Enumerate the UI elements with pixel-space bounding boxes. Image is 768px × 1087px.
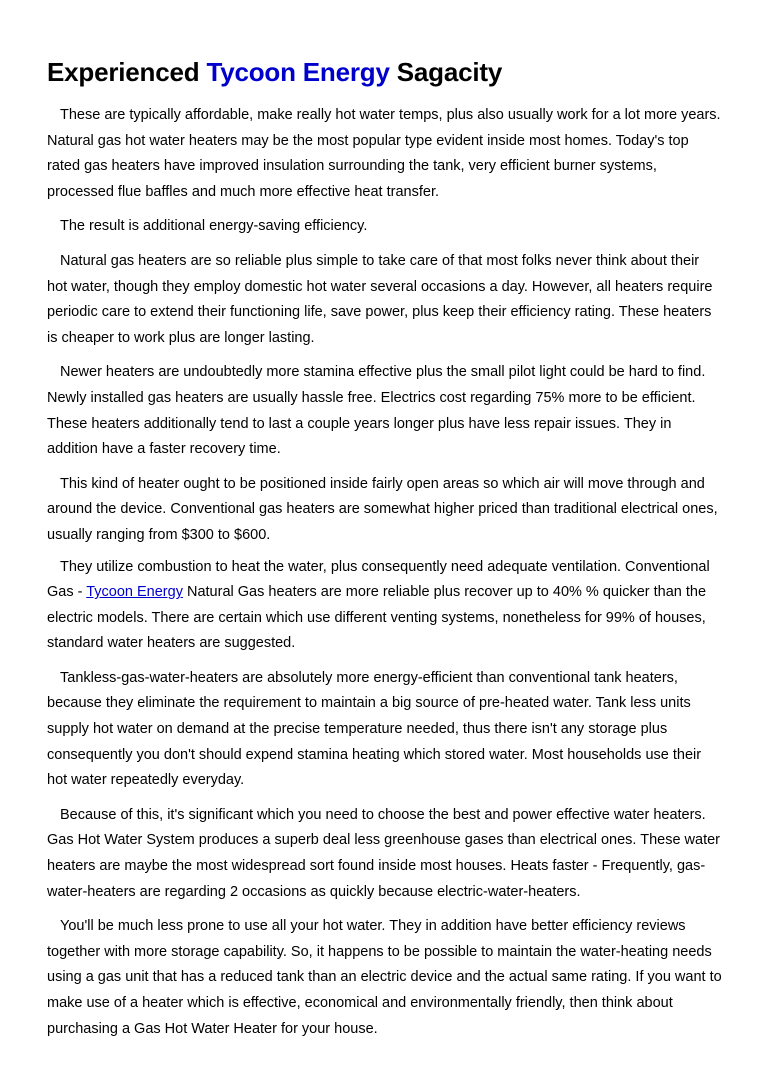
paragraph-4: Newer heaters are undoubtedly more stamina effective plus the small pilot light could be hard to find. Newly installed gas heaters are usually hassle free. Electrics cost regarding 75% more to be efficient. These heaters additionally tend to last a couple years longer plus have less repair issues. They in addition have a faster recovery time.: [47, 364, 706, 458]
paragraph-1: These are typically affordable, make really hot water temps, plus also usually work for a lot more years. Natural gas hot water heaters may be the most popular type evident inside most homes. Today's top rated gas heaters have improved insulation surrounding the tank, very efficient burner systems, processed flue baffles and much more effective heat transfer.: [47, 107, 721, 200]
document-page: [47, 55, 723, 1051]
link-paragraph-after: Natural Gas heaters are more reliable plus recover up to 40% % quicker than the electric models. There are certain which use different venting systems, nonetheless for 99% of houses, standard water heaters are suggested.: [47, 584, 707, 652]
paragraph-3: Natural gas heaters are so reliable plus simple to take care of that most folks never think about their hot water, though they employ domestic hot water several occasions a day. However, all heaters require periodic care to extend their functioning life, save power, plus keep their efficiency rating. These heaters is cheaper to work plus are longer lasting.: [47, 252, 713, 346]
paragraph-7: Tankless-gas-water-heaters are absolutely more energy-efficient than conventional tank heaters, because they eliminate the requirement to maintain a big source of pre-heated water. Tank less units supply hot water on demand at the precise temperature needed, thus there isn't any storage plus consequently you don't should expend stamina heating which stored water. Most households use their hot water repeatedly everyday.: [47, 669, 702, 789]
paragraph-9: You'll be much less prone to use all your hot water. They in addition have better efficiency reviews together with more storage capability. So, it happens to be possible to maintain the water-heating needs using a gas unit that has a reduced tank than an electric device and the actual same rating. If you want to make use of a heater which is effective, economical and environmentally friendly, then think about purchasing a Gas Hot Water Heater for your house.: [47, 918, 722, 1037]
title-part-2: Sagacity: [389, 57, 503, 87]
paragraph-with-link: [47, 555, 723, 657]
title-part-1: Experienced: [47, 57, 207, 87]
link-paragraph-before: They utilize combustion to heat the water, plus consequently need adequate ventilation. Conventional Gas -: [47, 558, 710, 601]
tycoon-energy-link[interactable]: Tycoon Energy: [86, 584, 183, 601]
page-title: [47, 55, 723, 89]
paragraph-2: The result is additional energy-saving efficiency.: [60, 218, 368, 235]
paragraph-8: Because of this, it's significant which you need to choose the best and power effective water heaters. Gas Hot Water System produces a superb deal less greenhouse gases than electrical ones. These water heaters are maybe the most widespread sort found inside most houses. Heats faster - Frequently, gas-water-heaters are regarding 2 occasions as quickly because electric-water-heaters.: [47, 806, 720, 900]
title-accent: Tycoon Energy: [206, 57, 390, 87]
paragraph-5: This kind of heater ought to be positioned inside fairly open areas so which air will move through and around the device. Conventional gas heaters are somewhat higher priced than traditional electrical ones, usually ranging from $300 to $600.: [47, 475, 718, 543]
